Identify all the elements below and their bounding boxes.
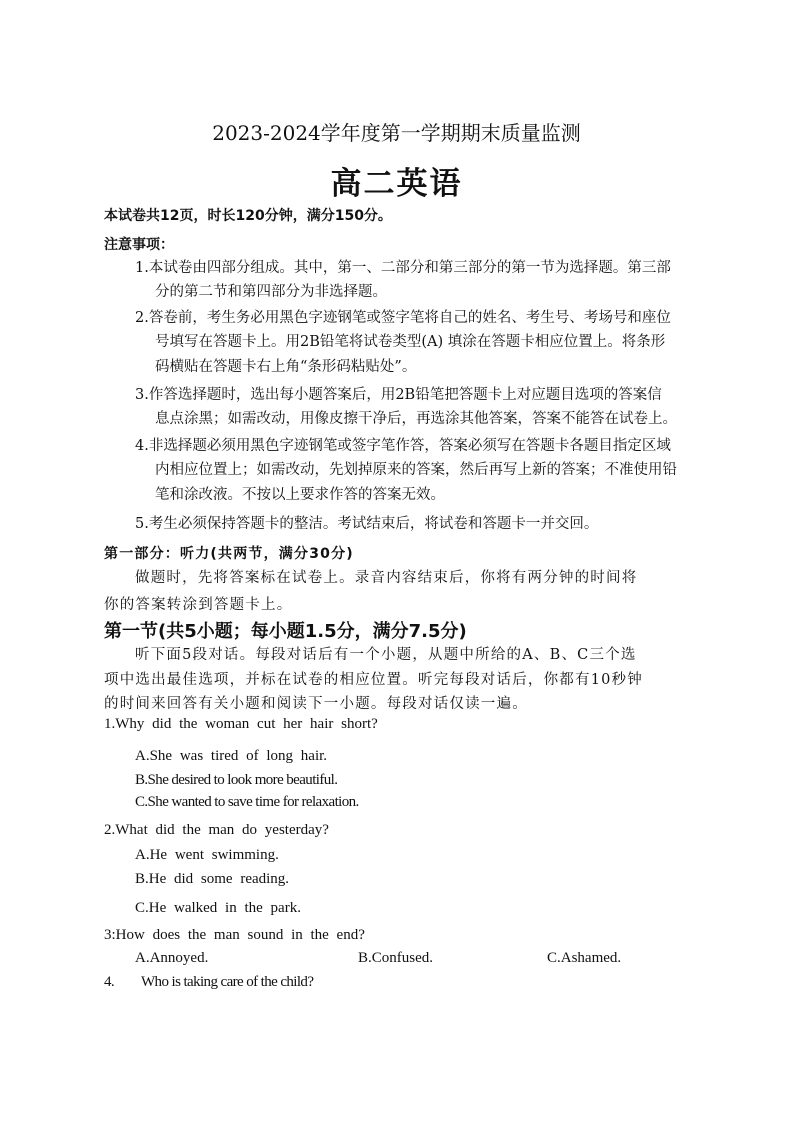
note-3-line-1: 3.作答选择题时，选出每小题答案后，用2B铅笔把答题卡上对应题目选项的答案信 [135, 387, 662, 403]
part1-intro-line-2: 你的答案转涂到答题卡上。 [104, 597, 293, 613]
note-2-line-2: 号填写在答题卡上。用2B铅笔将试卷类型(A) 填涂在答题卡相应位置上。将条形 [155, 334, 666, 350]
part1-intro-line-1: 做题时，先将答案标在试卷上。录音内容结束后，你将有两分钟的时间将 [135, 570, 638, 586]
note-2-line-1: 2.答卷前，考生务必用黑色字迹钢笔或签字笔将自己的姓名、考生号、考场号和座位 [135, 310, 671, 326]
section1-intro-line-1: 听下面5段对话。每段对话后有一个小题，从题中所给的A、B、C三个选 [135, 647, 637, 663]
note-4-line-1: 4.非选择题必须用黑色字迹钢笔或签字笔作答，答案必须写在答题卡各题目指定区域 [135, 438, 671, 454]
question-2-option-b: B.He did some reading. [135, 871, 290, 887]
question-2-stem: 2.What did the man do yesterday? [104, 822, 329, 838]
question-3-option-b: B.Confused. [358, 950, 433, 966]
exam-title: 2023-2024学年度第一学期期末质量监测 [212, 121, 581, 145]
question-1-option-b: B.She desired to look more beautiful. [135, 772, 338, 788]
note-1-line-1: 1.本试卷由四部分组成。其中，第一、二部分和第三部分的第一节为选择题。第三部 [135, 260, 671, 276]
question-3-stem: 3:How does the man sound in the end? [104, 927, 365, 943]
note-3-line-2: 息点涂黑；如需改动，用像皮擦干净后，再选涂其他答案，答案不能答在试卷上。 [155, 411, 677, 427]
section1-intro-line-3: 的时间来回答有关小题和阅读下一小题。每段对话仅读一遍。 [104, 696, 528, 712]
part1-heading: 第一部分：听力(共两节，满分30分) [104, 546, 354, 562]
question-1-option-a: A.She was tired of long hair. [135, 748, 328, 764]
exam-subject: 高二英语 [330, 166, 463, 202]
note-2-line-3: 码横贴在答题卡右上角“条形码粘贴处”。 [155, 359, 417, 375]
question-3-option-a: A.Annoyed. [135, 950, 209, 966]
exam-info: 本试卷共12页，时长120分钟，满分150分。 [104, 208, 392, 224]
question-4-stem: Who is taking care of the child? [141, 974, 314, 990]
note-4-line-2: 内相应位置上；如需改动，先划掉原来的答案，然后再写上新的答案；不准使用铅 [155, 462, 677, 478]
notes-heading: 注意事项： [104, 237, 174, 253]
note-4-line-3: 笔和涂改液。不按以上要求作答的答案无效。 [155, 487, 445, 503]
note-1-line-2: 分的第二节和第四部分为非选择题。 [155, 284, 387, 300]
section1-heading: 第一节(共5小题；每小题1.5分，满分7.5分) [104, 621, 467, 642]
question-2-option-c: C.He walked in the park. [135, 900, 301, 916]
note-5-line-1: 5.考生必须保持答题卡的整洁。考试结束后，将试卷和答题卡一并交回。 [135, 516, 599, 532]
question-3-option-c: C.Ashamed. [547, 950, 622, 966]
question-4-number: 4. [104, 974, 115, 990]
question-2-option-a: A.He went swimming. [135, 847, 279, 863]
section1-intro-line-2: 项中选出最佳选项，并标在试卷的相应位置。听完每段对话后，你都有10秒钟 [104, 672, 643, 688]
question-1-stem: 1.Why did the woman cut her hair short? [104, 716, 378, 732]
question-1-option-c: C.She wanted to save time for relaxation. [135, 794, 359, 810]
